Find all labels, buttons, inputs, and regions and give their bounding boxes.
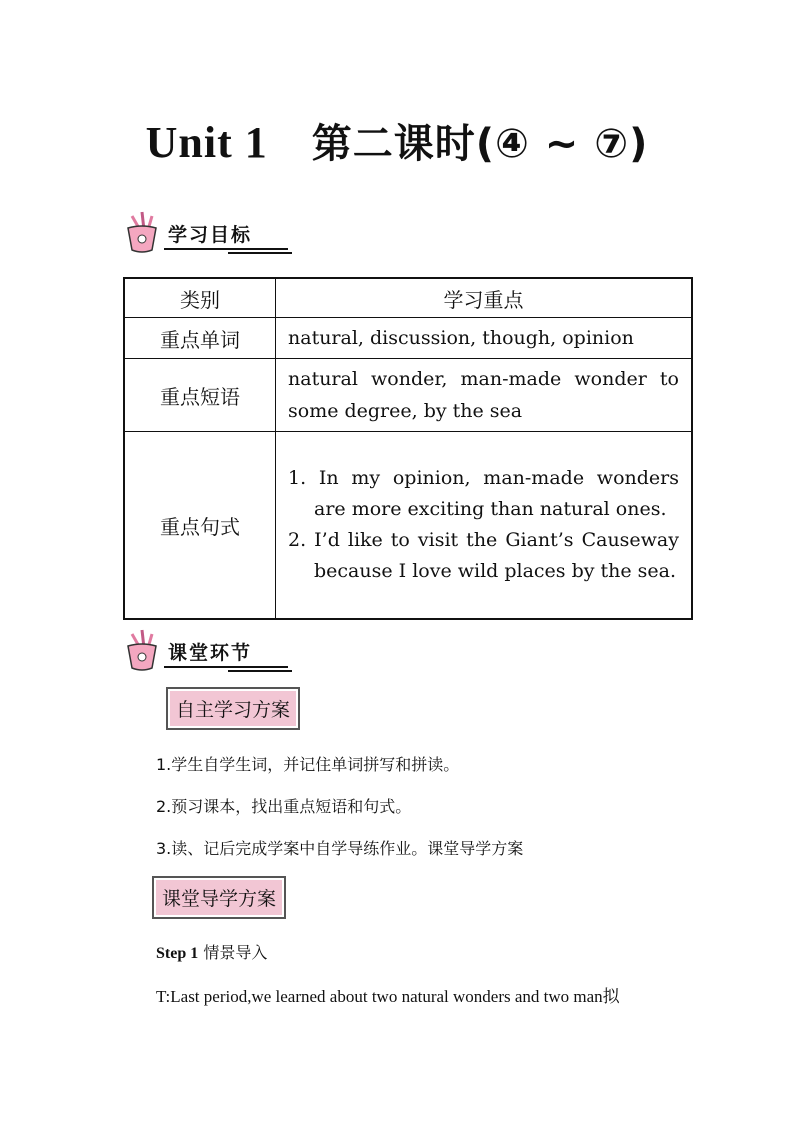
goals-table — [123, 277, 693, 620]
step-number: Step 1 — [156, 945, 199, 962]
page-title — [0, 112, 794, 169]
sentence-item: 2. I’d like to visit the Giant’s Causeway because I love wild places by the sea. — [288, 529, 679, 582]
section-class-header — [118, 626, 298, 674]
step-heading — [156, 940, 267, 963]
table-cell-content: natural, discussion, though, opinion — [276, 318, 693, 359]
divider — [164, 666, 288, 668]
table-cell-content: natural wonder, man-made wonder to some degree, by the sea — [276, 359, 693, 432]
title-unit: Unit 1 — [145, 118, 268, 167]
divider — [228, 670, 292, 672]
divider — [228, 252, 292, 254]
list-item: 3.读、记后完成学案中自学导练作业。课堂导学方案 — [156, 839, 524, 858]
sentence-item: 1. In my opinion, man-made wonders are more exciting than natural ones. — [288, 467, 679, 520]
guided-label: 课堂导学方案 — [152, 876, 286, 919]
section-class-label: 课堂环节 — [168, 642, 253, 664]
table-cell-category: 重点短语 — [124, 359, 276, 432]
title-lesson: 第二课时(④ ~ ⑦) — [311, 121, 649, 167]
table-row — [124, 432, 692, 620]
section-goals-header — [118, 208, 298, 256]
table-cell-sentences — [276, 432, 693, 620]
table-cell-category: 重点单词 — [124, 318, 276, 359]
table-header-category: 类别 — [124, 278, 276, 318]
table-row — [124, 359, 692, 432]
list-item: 2.预习课本，找出重点短语和句式。 — [156, 797, 412, 816]
section-goals-label: 学习目标 — [168, 224, 253, 246]
list-item: 1.学生自学生词，并记住单词拼写和拼读。 — [156, 755, 460, 774]
self-study-label: 自主学习方案 — [166, 687, 300, 730]
step-title: 情景导入 — [203, 943, 268, 962]
table-header-focus: 学习重点 — [276, 278, 693, 318]
divider — [164, 248, 288, 250]
teacher-line: T:Last period,we learned about two natural wonders and two man拟 — [156, 987, 620, 1006]
pencil-cup-icon — [118, 626, 166, 674]
table-header-row — [124, 278, 692, 318]
table-cell-category: 重点句式 — [124, 432, 276, 620]
table-row — [124, 318, 692, 359]
pencil-cup-icon — [118, 208, 166, 256]
